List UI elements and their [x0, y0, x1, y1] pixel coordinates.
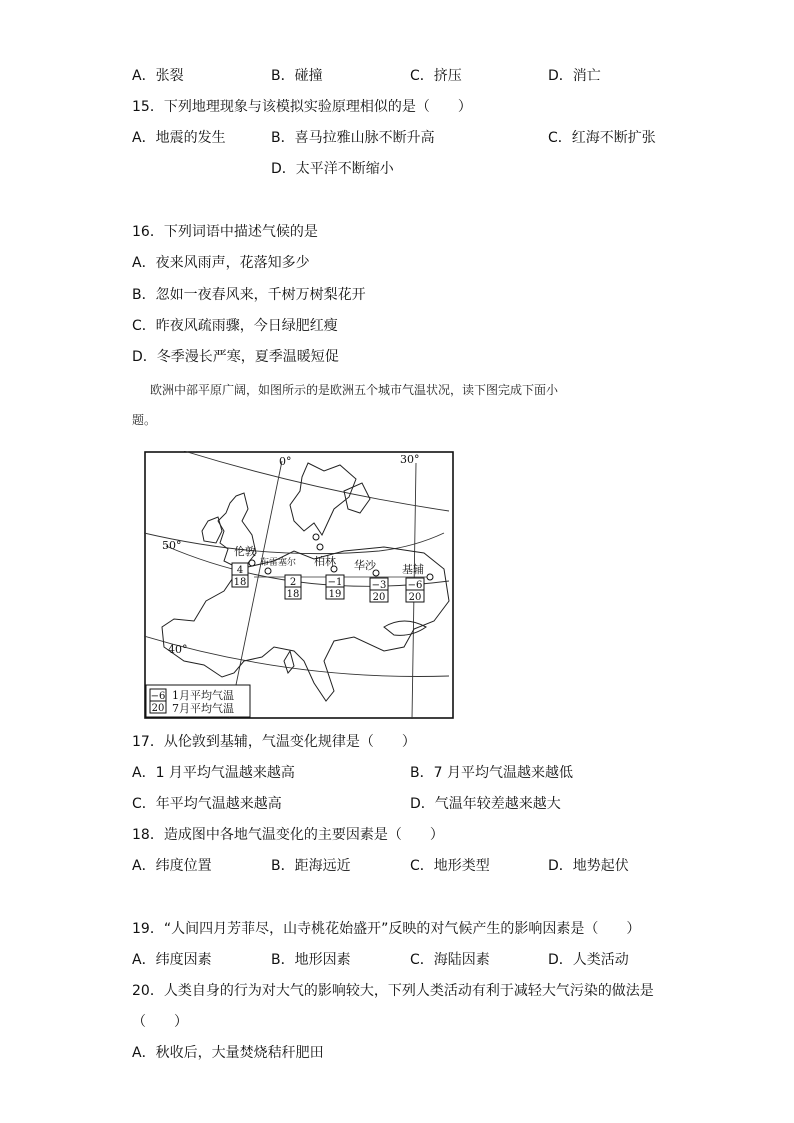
intro-line-2: 题。 [132, 413, 157, 427]
jan-temp: 4 [236, 565, 244, 576]
europe-temperature-map [144, 451, 454, 719]
q16-option-d: D．冬季漫长严寒，夏季温暖短促 [132, 349, 339, 365]
q17-stem: 17．从伦敦到基辅，气温变化规律是（ ） [132, 734, 416, 750]
q18-option-b: B．距海远近 [271, 858, 351, 874]
q15-option-d: D．太平洋不断缩小 [271, 161, 394, 177]
city-name: 华沙 [354, 559, 376, 572]
q19-option-b: B．地形因素 [271, 952, 351, 968]
q14-option-b: B．碰撞 [271, 68, 323, 84]
jul-temp: 20 [372, 592, 386, 603]
q15-option-a: A．地震的发生 [132, 130, 226, 146]
q15-option-c: C．红海不断扩张 [548, 130, 656, 146]
q20-stem-paren: （ ） [132, 1014, 188, 1030]
q14-option-d: D．消亡 [548, 68, 601, 84]
jan-temp: −3 [371, 580, 387, 591]
legend-jan-label: 1月平均气温 [172, 689, 234, 702]
legend-jan-sample: −6 [150, 691, 166, 702]
q16-stem: 16．下列词语中描述气候的是 [132, 224, 318, 240]
map-legend [146, 685, 250, 717]
meridian-0-label: 0° [279, 455, 292, 468]
parallel-40-label: 40° [168, 643, 188, 656]
q19-stem: 19．“人间四月芳菲尽，山寺桃花始盛开”反映的对气候产生的影响因素是（ ） [132, 921, 641, 937]
jul-temp: 20 [408, 592, 422, 603]
jul-temp: 18 [233, 577, 247, 588]
intro-line-1: 欧洲中部平原广阔，如图所示的是欧洲五个城市气温状况，读下图完成下面小 [150, 383, 559, 397]
city-name: 布雷塞尔 [260, 558, 297, 568]
jan-temp: −6 [407, 580, 423, 591]
q16-option-c: C．昨夜风疏雨骤，今日绿肥红瘦 [132, 318, 338, 334]
q17-option-c: C．年平均气温越来越高 [132, 796, 282, 812]
q19-option-c: C．海陆因素 [410, 952, 490, 968]
q18-option-a: A．纬度位置 [132, 858, 212, 874]
q18-stem: 18．造成图中各地气温变化的主要因素是（ ） [132, 827, 444, 843]
q14-option-c: C．挤压 [410, 68, 462, 84]
q17-option-b: B．7 月平均气温越来越低 [410, 765, 573, 781]
legend-jul-label: 7月平均气温 [172, 702, 234, 715]
q17-option-a: A．1 月平均气温越来越高 [132, 765, 295, 781]
q17-option-d: D．气温年较差越来越大 [410, 796, 561, 812]
parallel-50-label: 50° [162, 539, 182, 552]
q18-option-d: D．地势起伏 [548, 858, 629, 874]
q19-option-a: A．纬度因素 [132, 952, 212, 968]
q15-option-b: B．喜马拉雅山脉不断升高 [271, 130, 435, 146]
jan-temp: −1 [327, 577, 343, 588]
q15-stem: 15．下列地理现象与该模拟实验原理相似的是（ ） [132, 99, 472, 115]
jul-temp: 19 [328, 589, 342, 600]
q16-option-b: B．忽如一夜春风来，千树万树梨花开 [132, 287, 366, 303]
legend-jul-sample: 20 [151, 703, 165, 714]
city-name: 柏林 [314, 555, 336, 568]
q18-option-c: C．地形类型 [410, 858, 490, 874]
q20-stem: 20．人类自身的行为对大气的影响较大，下列人类活动有利于减轻大气污染的做法是 [132, 983, 654, 999]
q19-option-d: D．人类活动 [548, 952, 629, 968]
city-name: 基辅 [402, 563, 424, 576]
q20-option-a: A．秋收后，大量焚烧秸秆肥田 [132, 1045, 324, 1061]
city-name: 伦敦 [234, 545, 256, 558]
jan-temp: 2 [289, 577, 297, 588]
jul-temp: 18 [286, 589, 300, 600]
q14-option-a: A．张裂 [132, 68, 184, 84]
meridian-30-label: 30° [400, 453, 420, 466]
q16-option-a: A．夜来风雨声，花落知多少 [132, 255, 310, 271]
